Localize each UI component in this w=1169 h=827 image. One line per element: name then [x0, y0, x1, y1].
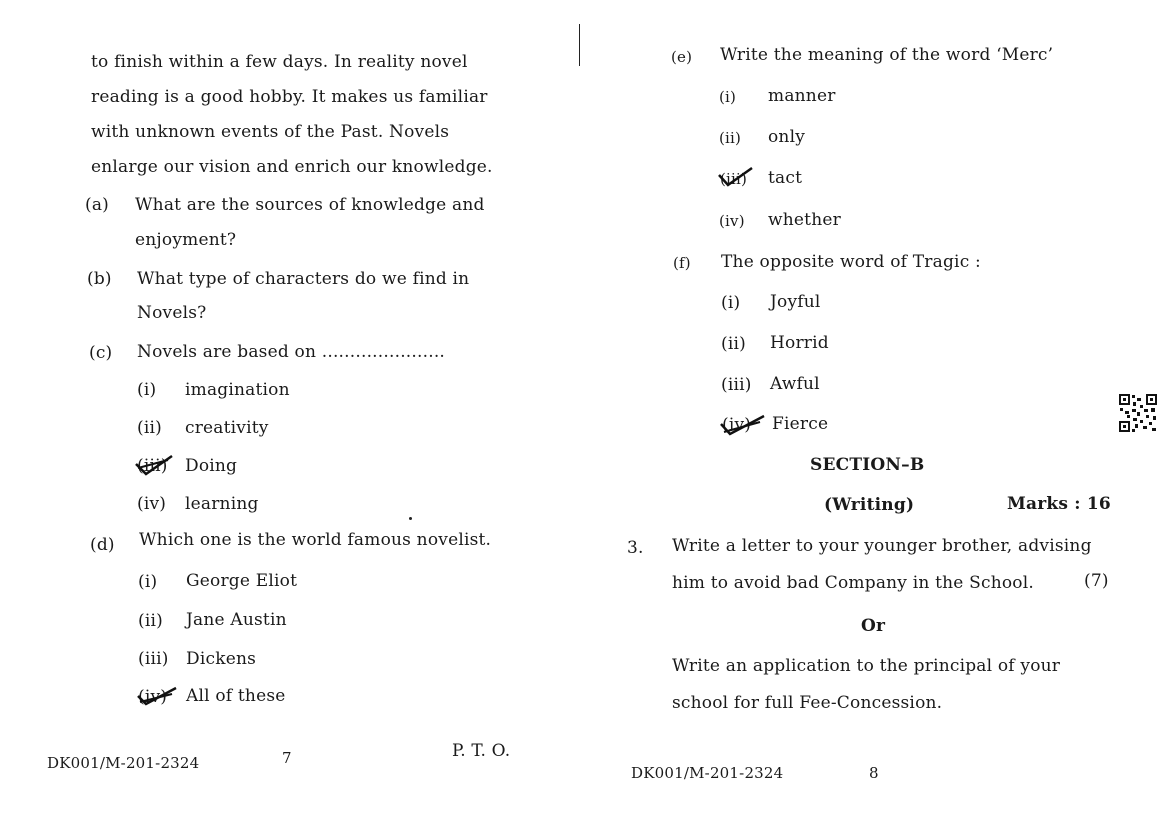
question-text: Write a letter to your younger brother, advising [672, 536, 1092, 556]
pen-tick-mark [718, 412, 768, 438]
option-text: Joyful [770, 292, 821, 312]
ink-dot [409, 517, 412, 520]
option-text: whether [768, 210, 841, 230]
option-text: tact [768, 168, 803, 188]
page-number: 7 [282, 749, 292, 767]
option-text: Doing [185, 456, 238, 476]
question-marks: (7) [1084, 571, 1109, 591]
option-number: (ii) [137, 418, 162, 438]
pen-tick-mark [716, 165, 756, 191]
option-text: All of these [186, 686, 286, 706]
question-label: (d) [90, 535, 115, 555]
question-text: Novels? [137, 303, 207, 323]
question-label: (c) [89, 343, 113, 363]
option-text: manner [768, 86, 836, 106]
option-number: (ii) [721, 334, 746, 354]
passage-line: enlarge our vision and enrich our knowledge. [91, 157, 493, 177]
option-number: (iii) [138, 649, 169, 669]
section-title: SECTION–B [810, 455, 925, 475]
page-divider [579, 24, 580, 66]
option-number-ticked: (iii) [137, 456, 168, 476]
question-text: Which one is the world famous novelist. [139, 530, 492, 550]
question-text: Novels are based on ...................... [137, 342, 446, 362]
option-text: imagination [185, 380, 290, 400]
question-label: (e) [671, 48, 693, 66]
question-text: enjoyment? [135, 230, 237, 250]
option-number: (ii) [138, 611, 163, 631]
question-label: (f) [673, 254, 691, 272]
option-text: Dickens [186, 649, 257, 669]
question-text: What type of characters do we find in [137, 269, 470, 289]
option-number: (i) [719, 88, 737, 106]
option-number: (i) [138, 572, 158, 592]
passage-line: with unknown events of the Past. Novels [91, 122, 450, 142]
option-text: learning [185, 494, 259, 514]
option-text: Fierce [772, 414, 829, 434]
page-number: 8 [869, 764, 879, 782]
option-text: creativity [185, 418, 269, 438]
section-subtitle: (Writing) [824, 495, 915, 515]
question-number: 3. [627, 538, 644, 558]
option-number: (i) [721, 293, 741, 313]
paper-code: DK001/M-201-2324 [47, 754, 200, 772]
question-text: school for full Fee-Concession. [672, 693, 943, 713]
option-text: George Eliot [186, 571, 298, 591]
question-text: The opposite word of Tragic : [721, 252, 981, 272]
passage-line: reading is a good hobby. It makes us familiar [91, 87, 488, 107]
option-number-ticked: (iv) [722, 415, 752, 435]
option-number: (iv) [137, 494, 167, 514]
option-text: Jane Austin [186, 610, 287, 630]
question-text: Write the meaning of the word ‘Merc’ [720, 45, 1054, 65]
option-text: Horrid [770, 333, 829, 353]
question-text: Write an application to the principal of your [672, 656, 1061, 676]
pto-text: P. T. O. [452, 741, 511, 761]
question-label: (b) [87, 269, 112, 289]
question-text: What are the sources of knowledge and [135, 195, 485, 215]
option-number: (i) [137, 380, 157, 400]
option-text: Awful [770, 374, 820, 394]
pen-tick-mark [132, 452, 176, 480]
option-number-ticked: (iv) [138, 687, 168, 707]
question-label: (a) [85, 195, 109, 215]
section-marks: Marks : 16 [1007, 494, 1111, 514]
option-number: (iii) [721, 375, 752, 395]
option-number-ticked: (iii) [720, 170, 748, 188]
or-separator: Or [861, 616, 886, 636]
question-text: him to avoid bad Company in the School. [672, 573, 1034, 593]
qr-code-icon [1118, 393, 1158, 433]
pen-tick-mark [134, 684, 180, 710]
paper-code: DK001/M-201-2324 [631, 764, 784, 782]
option-number: (ii) [719, 129, 742, 147]
passage-line: to finish within a few days. In reality novel [91, 52, 468, 72]
option-text: only [768, 127, 806, 147]
option-number: (iv) [719, 212, 745, 230]
